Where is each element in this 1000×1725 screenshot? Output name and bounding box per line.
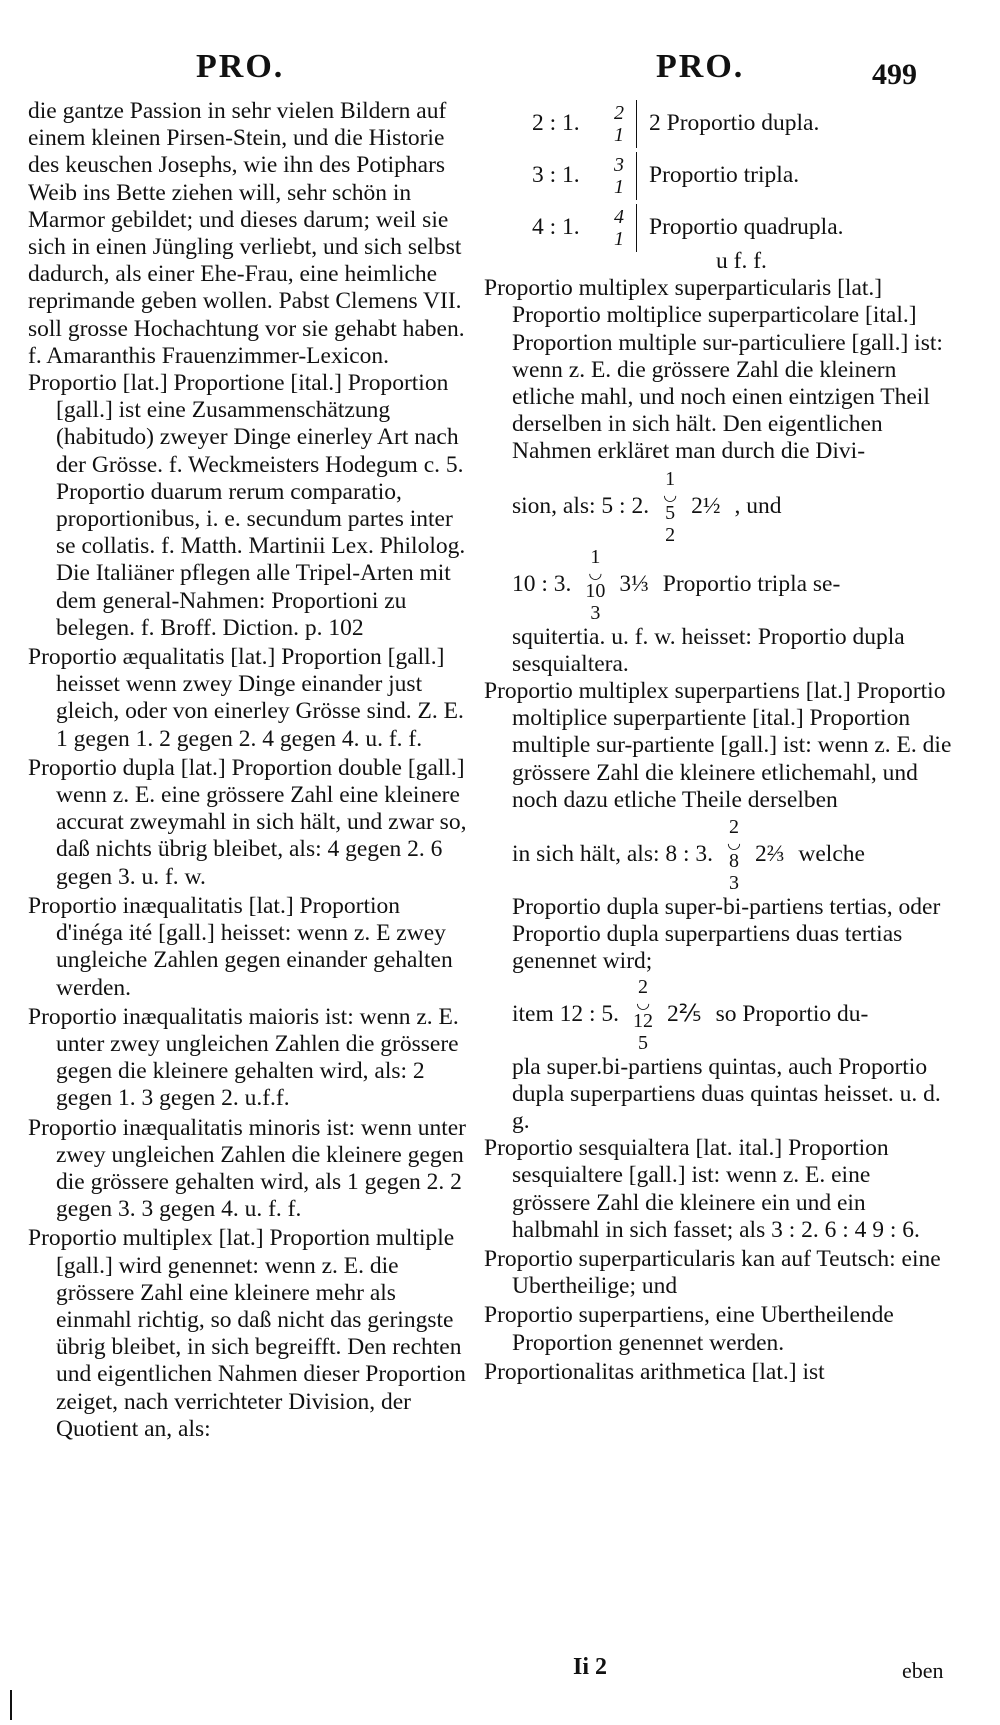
entry-proportio-inaequalitatis-maioris: Proportio inæqualitatis maioris ist: wenn z. E. unter zwey ungleichen Zahlen die grössere gegen die kleinere gehalten wird, als: 2 gegen 1. 3 gegen 2. u.f.f.	[28, 1003, 459, 1112]
page-number: 499	[872, 58, 917, 91]
entry-proportio-superparticularis: Proportio superparticularis kan auf Teutsch: eine Ubertheilige; und	[484, 1246, 941, 1300]
running-head-left: PRO.	[196, 48, 285, 85]
division-bottom: 3	[590, 601, 601, 624]
entry-proportio-sesquialtera: Proportio sesquialtera [lat. ital.] Proportion sesquialtere [gall.] ist: wenn z. E. eine grössere Zahl die kleinere ein und ein halbmahl in sich fasset; als 3 : 2. 6 : 4 9 : 6.	[484, 1135, 920, 1243]
entry-multiplex-superparticularis: Proportio multiplex superparticularis [lat.] Proportio moltiplice superparticolare [ital.] Proportion multiple sur-particuliere [gall.] ist: wenn z. E. die grössere Zahl die kleinern etliche mahl, und noch einen eintzigen Theil derselben in sich hält. Den eigentlichen Nahmen erkläret man durch die Divi-	[484, 275, 943, 465]
division-top: 2	[729, 816, 740, 839]
division-example	[512, 976, 954, 1054]
entry-proportio-superpartiens: Proportio superpartiens, eine Ubertheilende Proportion genennet werden.	[484, 1302, 894, 1356]
division-arc-icon: ◡	[663, 486, 678, 504]
division-suffix: , und	[734, 493, 782, 520]
ratio-division-glyph	[602, 100, 637, 148]
ratio-top: 2	[614, 102, 624, 124]
division-stack	[663, 468, 677, 546]
ratio-numbers: 2 : 1.	[532, 110, 580, 137]
division-prefix: sion, als: 5 : 2.	[512, 493, 650, 520]
division-arc-icon: ◡	[636, 994, 651, 1012]
ratio-label: 2 Proportio dupla.	[649, 110, 820, 137]
ratio-suffix: u f. f.	[716, 248, 767, 274]
ratio-bottom: 1	[614, 124, 624, 146]
entry-proportio-dupla: Proportio dupla [lat.] Proportion double [gall.] wenn z. E. eine grössere Zahl eine kleinere accurat zweymahl in sich hält, und zwar so, daß nichts übrig bleibet, als: 4 gegen 2. 6 gegen 3. u. f. w.	[28, 754, 467, 890]
ratio-row	[532, 202, 954, 254]
ratio-bottom: 1	[614, 228, 624, 250]
entry-proportionalitas-arithmetica: Proportionalitas arithmetica [lat.] ist	[484, 1358, 825, 1385]
division-middle: 12	[633, 1009, 654, 1032]
entry-proportio-aequalitatis: Proportio æqualitatis [lat.] Proportion [gall.] heisset wenn zwey Dinge einander just gleich, oder von einerley Grösse sind. Z. E. 1 gegen 1. 2 gegen 2. 4 gegen 4. u. f. f.	[28, 644, 464, 752]
entry-proportio-inaequalitatis-minoris: Proportio inæqualitatis minoris ist: wenn unter zwey ungleichen Zahlen die kleinere gegen die grössere gehalten wird, als 1 gegen 2. 2 gegen 3. 3 gegen 4. u. f. f.	[28, 1114, 466, 1223]
ratio-bottom: 1	[614, 176, 624, 198]
division-prefix: in sich hält, als: 8 : 3.	[512, 841, 714, 868]
ratio-top: 3	[614, 154, 624, 176]
ratio-label: Proportio tripla.	[649, 162, 800, 189]
entry-multiplex-superpartiens: Proportio multiplex superpartiens [lat.] Proportio moltiplice superpartiente [ital.] Proportion multiple sur-partiente [gall.] ist: wenn z. E. die grössere Zahl die kleinere etlichemahl, und noch dazu etliche Theile derselben	[484, 678, 952, 813]
signature-mark: Ii 2	[573, 1654, 608, 1680]
gutter-line	[10, 1690, 12, 1720]
division-bottom: 5	[638, 1031, 649, 1054]
entry-proportio: Proportio [lat.] Proportione [ital.] Proportion [gall.] ist eine Zusammenschätzung (habitudo) zweyer Dinge einerley Art nach der Grösse. f. Weckmeisters Hodegum c. 5. Proportio duarum rerum comparatio, proportionibus, i. e. secundum partes inter se collatis. f. Matth. Martinii Lex. Philolog. Die Italiäner pflegen alle Tripel-Arten mit dem general-Nahmen: Proportioni zu belegen. f. Broff. Diction. p. 102	[28, 370, 466, 641]
division-arc-icon: ◡	[588, 564, 603, 582]
division-bottom: 2	[665, 523, 676, 546]
catchword: eben	[902, 1658, 944, 1683]
division-bottom: 3	[729, 872, 740, 895]
ratio-numbers: 3 : 1.	[532, 162, 580, 189]
division-result: 2⅔	[755, 841, 785, 868]
division-suffix: so Proportio du-	[715, 1001, 869, 1028]
division-example	[512, 816, 954, 894]
division-example	[512, 468, 954, 546]
division-prefix: item 12 : 5.	[512, 1001, 620, 1028]
right-column	[484, 98, 954, 1388]
division-suffix: welche	[798, 841, 865, 868]
division-example	[512, 546, 954, 624]
after-division-text: Proportio dupla super-bi-partiens tertias, oder Proportio dupla superpartiens duas tertias genennet wird;	[512, 894, 941, 975]
division-prefix: 10 : 3.	[512, 571, 572, 598]
division-top: 2	[638, 975, 649, 998]
division-stack	[727, 816, 741, 894]
division-top: 1	[665, 467, 676, 490]
ratio-row	[532, 150, 954, 202]
running-head-right: PRO.	[656, 48, 745, 85]
division-stack	[633, 976, 653, 1054]
entry-proportio-inaequalitatis: Proportio inæqualitatis [lat.] Proportion d'inéga ité [gall.] heisset: wenn z. E zwey ungleiche Zahlen gegen einander gehalten werden.	[28, 892, 453, 1001]
left-column	[28, 98, 468, 1445]
ratio-top: 4	[614, 206, 624, 228]
continuation-text: die gantze Passion in sehr vielen Bildern auf einem kleinen Pirsen-Stein, und die Historie des keuschen Josephs, wie ihn des Potiphars Weib ins Bette ziehen will, sehr schön in Marmor gebildet; und dieses darum; weil sie sich in einen Jüngling verliebt, und sich selbst dadurch, als einer Ehe-Frau, eine heimliche reprimande geben wollen. Pabst Clemens VII. soll grosse Hochachtung vor sie gehabt haben. f. Amaranthis Frauenzimmer-Lexicon.	[28, 98, 465, 369]
division-suffix: Proportio tripla se-	[662, 571, 841, 598]
division-top: 1	[590, 545, 601, 568]
division-arc-icon: ◡	[727, 835, 742, 853]
ratio-row	[532, 98, 954, 150]
division-middle: 10	[585, 579, 606, 602]
ratio-division-glyph	[602, 152, 637, 200]
division-result: 2½	[691, 493, 721, 520]
division-middle: 5	[665, 501, 676, 524]
division-middle: 8	[729, 850, 740, 873]
division-stack	[585, 546, 605, 624]
division-result: 2⅖	[667, 1001, 702, 1028]
after-division-text: squitertia. u. f. w. heisset: Proportio dupla sesquialtera.	[512, 623, 905, 677]
ratio-division-glyph	[602, 204, 637, 252]
ratio-label: Proportio quadrupla.	[649, 214, 844, 241]
division-result: 3⅓	[619, 571, 649, 598]
ratio-numbers: 4 : 1.	[532, 214, 580, 241]
entry-proportio-multiplex: Proportio multiplex [lat.] Proportion multiple [gall.] wird genennet: wenn z. E. die grössere Zahl eine kleinere mehr als einmahl richtig, so daß nicht das geringste übrig bleibet, in sich begreifft. Den rechten und eigentlichen Nahmen dieser Proportion zeiget, nach verrichteter Division, der Quotient an, als:	[28, 1225, 466, 1442]
after-division-text: pla super.bi-partiens quintas, auch Proportio dupla superpartiens duas quintas heisset. u. d. g.	[512, 1053, 941, 1135]
